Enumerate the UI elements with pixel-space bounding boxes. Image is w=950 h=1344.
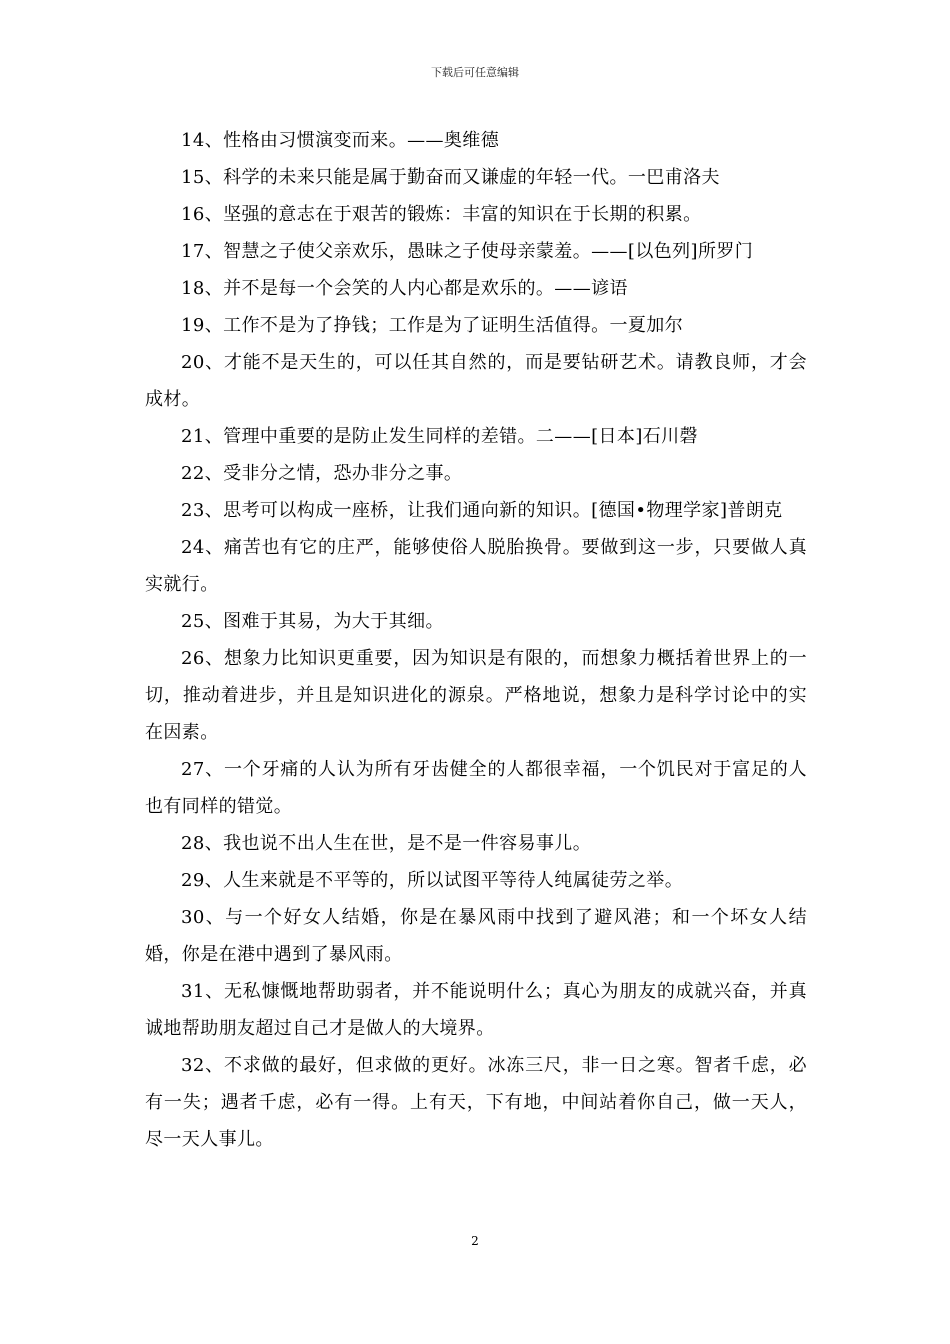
quote-29: 29、人生来就是不平等的，所以试图平等待人纯属徒劳之举。 xyxy=(181,870,684,891)
quote-30: 30、与一个好女人结婚，你是在暴风雨中找到了避风港；和一个坏女人结婚，你是在港中遇到了暴风雨。 xyxy=(145,907,807,965)
page-header-note: 下载后可任意编辑 xyxy=(431,66,519,79)
page-number: 2 xyxy=(471,1234,479,1248)
quote-20: 20、才能不是天生的，可以任其自然的，而是要钻研艺术。请教良师，才会成材。 xyxy=(145,352,807,410)
quote-25: 25、图难于其易，为大于其细。 xyxy=(181,611,444,632)
quote-19: 19、工作不是为了挣钱；工作是为了证明生活值得。一夏加尔 xyxy=(181,315,684,336)
quote-list xyxy=(145,122,807,1158)
quote-17: 17、智慧之子使父亲欢乐，愚昧之子使母亲蒙羞。——[以色列]所罗门 xyxy=(181,241,754,262)
quote-15: 15、科学的未来只能是属于勤奋而又谦虚的年轻一代。一巴甫洛夫 xyxy=(181,167,720,188)
quote-28: 28、我也说不出人生在世，是不是一件容易事儿。 xyxy=(181,833,592,854)
quote-24: 24、痛苦也有它的庄严，能够使俗人脱胎换骨。要做到这一步，只要做人真实就行。 xyxy=(145,537,807,595)
quote-31: 31、无私慷慨地帮助弱者，并不能说明什么；真心为朋友的成就兴奋，并真诚地帮助朋友超过自己才是做人的大境界。 xyxy=(145,981,807,1039)
quote-22: 22、受非分之情，恐办非分之事。 xyxy=(181,463,463,484)
quote-14: 14、性格由习惯演变而来。——奥维德 xyxy=(181,130,500,151)
quote-21: 21、管理中重要的是防止发生同样的差错。二——[日本]石川磬 xyxy=(181,426,698,447)
quote-16: 16、坚强的意志在于艰苦的锻炼：丰富的知识在于长期的积累。 xyxy=(181,204,702,225)
quote-27: 27、一个牙痛的人认为所有牙齿健全的人都很幸福，一个饥民对于富足的人也有同样的错觉。 xyxy=(145,759,807,817)
quote-32: 32、不求做的最好，但求做的更好。冰冻三尺，非一日之寒。智者千虑，必有一失；遇者千虑，必有一得。上有天，下有地，中间站着你自己，做一天人，尽一天人事儿。 xyxy=(145,1055,807,1150)
quote-23: 23、思考可以构成一座桥，让我们通向新的知识。[德国•物理学家]普朗克 xyxy=(181,500,783,521)
quote-18: 18、并不是每一个会笑的人内心都是欢乐的。——谚语 xyxy=(181,278,628,299)
quote-26: 26、想象力比知识更重要，因为知识是有限的，而想象力概括着世界上的一切，推动着进步，并且是知识进化的源泉。严格地说，想象力是科学讨论中的实在因素。 xyxy=(145,648,807,743)
